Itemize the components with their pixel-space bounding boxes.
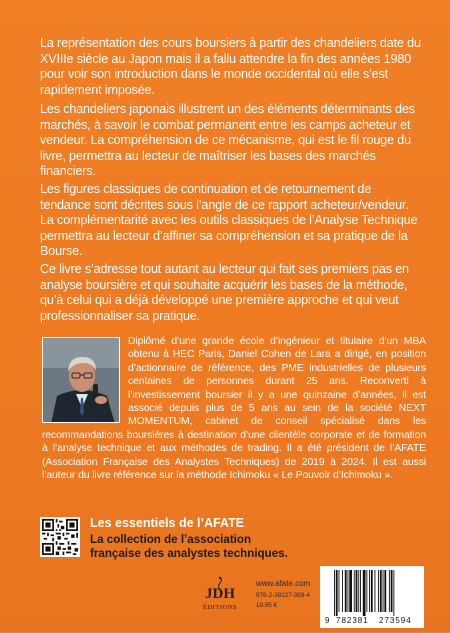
- paragraph-3: Les figures classiques de continuation et de retournement de tendance sont décrites sous l’angle de ce rapport acheteur/vendeur. La complémentarité avec les outils classiques de l’Analyse Technique permettra au lecteur d’affiner sa compréhension et sa pratique de la Bourse.: [40, 182, 418, 259]
- barcode-bar: [393, 570, 394, 616]
- barcode-bar: [342, 570, 343, 612]
- publisher-info: [256, 578, 316, 611]
- barcode-bar: [371, 570, 373, 612]
- publisher-logo-text: JDH: [205, 586, 235, 602]
- barcode-bar: [389, 570, 390, 612]
- paragraph-1: La représentation des cours boursiers à partir des chandeliers date du XVIIIe siècle au Japon mais il a fallu attendre la fin des années 1980 pour voir son introduction dans le monde occidental où elle s’est rapidement imposée.: [40, 36, 421, 97]
- barcode-digits-group1: 782381: [336, 616, 369, 625]
- qr-code-icon: [40, 517, 80, 557]
- barcode-bar: [378, 570, 379, 612]
- publisher-logo: [196, 576, 244, 620]
- barcode-bar: [349, 570, 352, 612]
- barcode-bar: [356, 570, 358, 612]
- publisher-logo-subtitle: ÉDITIONS: [203, 604, 237, 611]
- isbn: 978-2-38127-359-4: [256, 592, 310, 599]
- barcode-bar: [336, 570, 338, 616]
- barcode-digits-group2: 273594: [379, 616, 412, 625]
- barcode-bar: [354, 570, 355, 612]
- barcode-bar: [345, 570, 347, 612]
- author-bio-text: Diplômé d’une grande école d’ingénieur et titulaire d’un MBA obtenu à HEC Paris, Daniel Cohen de Lara a dirigé, en position d’actionnaire de référence, des PME industrielles de plusieurs centaines de personnes durant 25 ans. Reconverti à l’investissement boursier il y a une quinzaine d’années, il est associé depuis plus de 5 ans au sein de la société NEXT MOMENTUM, cabinet de conseil spécialisé dans les recommandations boursières à destination d’une clientèle corporate et de formation à l’analyse technique et aux méthodes de trading. Il a été président de l’AFATE (Association Française des Analystes Techniques) de 2019 à 2024. Il est aussi l’auteur du livre référence sur la méthode Ichimoku « Le Pouvoir d’Ichimoku ».: [42, 336, 426, 482]
- barcode-bar: [348, 570, 349, 612]
- barcode-bar: [339, 570, 340, 612]
- barcode-bar: [384, 570, 386, 612]
- barcode-graphic: [320, 566, 424, 628]
- barcode-bar: [366, 570, 367, 612]
- barcode-bar: [380, 570, 382, 612]
- barcode-bar: [358, 570, 359, 612]
- barcode-bar: [375, 570, 376, 612]
- barcode-bar: [360, 570, 361, 612]
- author-bio: [42, 335, 426, 482]
- series-description: La collection de l’association française des analystes techniques.: [90, 533, 288, 560]
- publisher-url: www.afate.com: [256, 579, 311, 588]
- barcode-bar: [334, 570, 335, 616]
- photo-spacer: [42, 335, 128, 427]
- series-title: Les essentiels de l’AFATE: [90, 516, 244, 530]
- barcode-digit-first: 9: [325, 616, 330, 625]
- paragraph-4: Ce livre s’adresse tout autant au lecteur qui fait ses premiers pas en analyse boursière et qui souhaite acquérir les bases de la méthode, qu’à celui qui a déjà développé une première approche et qui veut professionnaliser sa pratique.: [40, 262, 409, 323]
- barcode-bar: [391, 570, 393, 612]
- price: 19.95 €: [256, 602, 278, 609]
- qr-code-graphic: [42, 519, 78, 555]
- barcode-bar: [369, 570, 370, 612]
- barcode-bar: [383, 570, 384, 612]
- barcode-bar: [363, 570, 366, 616]
- paragraph-2: Les chandeliers japonais illustrent un des éléments déterminants des marchés, à savoir le combat permanent entre les camps acheteur et vendeur. La compréhension de ce mécanisme, qui est le fil rouge du livre, permettra au lecteur de maîtriser les bases des marchés financiers.: [40, 102, 415, 179]
- barcode: [320, 566, 424, 628]
